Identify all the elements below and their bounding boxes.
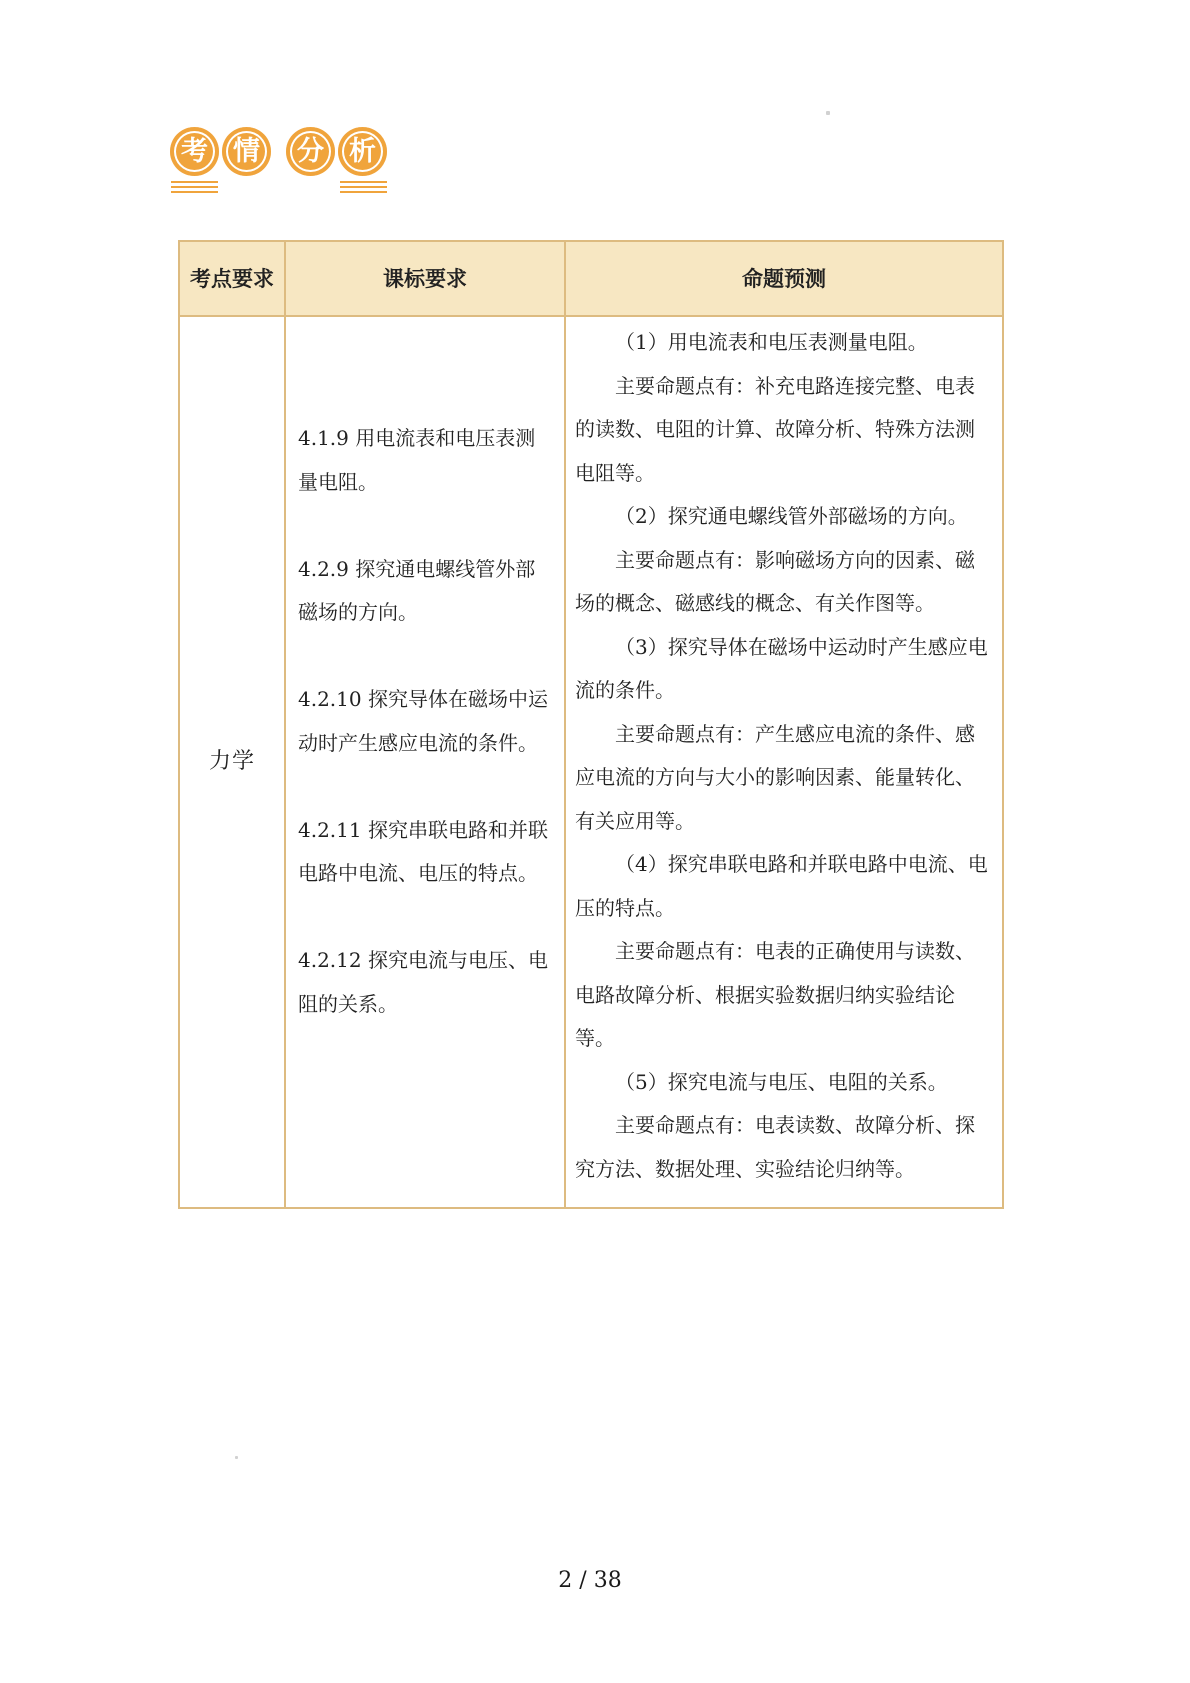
curriculum-item: 4.2.10 探究导体在磁场中运动时产生感应电流的条件。 [298, 687, 548, 755]
badge-char-circle: 考 [170, 127, 219, 176]
table-body-row [179, 316, 1003, 1208]
header-exam-point-requirement: 考点要求 [179, 241, 285, 316]
badge-char-circle: 分 [286, 127, 335, 176]
header-curriculum-requirement: 课标要求 [285, 241, 565, 316]
curriculum-item: 4.2.9 探究通电螺线管外部磁场的方向。 [298, 556, 536, 624]
prediction-paragraph: （1）用电流表和电压表测量电阻。 [615, 330, 928, 354]
prediction-paragraph: （5）探究电流与电压、电阻的关系。 [615, 1069, 948, 1094]
badge-char-circle: 析 [338, 127, 387, 176]
cell-curriculum-items [285, 316, 565, 1208]
badge-underline-right [340, 181, 387, 193]
header-question-prediction: 命题预测 [565, 241, 1003, 316]
curriculum-item: 4.2.11 探究串联电路和并联电路中电流、电压的特点。 [298, 817, 548, 885]
scan-speck [235, 1456, 238, 1459]
prediction-paragraph: （3）探究导体在磁场中运动时产生感应电流的条件。 [575, 634, 988, 702]
prediction-paragraph: 主要命题点有：影响磁场方向的因素、磁场的概念、磁感线的概念、有关作图等。 [575, 547, 975, 615]
curriculum-item: 4.1.9 用电流表和电压表测量电阻。 [298, 426, 536, 494]
curriculum-item: 4.2.12 探究电流与电压、电阻的关系。 [298, 948, 548, 1016]
badge-underline-left [171, 181, 218, 193]
prediction-paragraph: 主要命题点有：产生感应电流的条件、感应电流的方向与大小的影响因素、能量转化、有关应用等。 [575, 721, 975, 833]
scan-speck [826, 111, 830, 115]
prediction-paragraph: 主要命题点有：电表的正确使用与读数、电路故障分析、根据实验数据归纳实验结论等。 [575, 939, 975, 1050]
prediction-paragraph: 主要命题点有：电表读数、故障分析、探究方法、数据处理、实验结论归纳等。 [575, 1113, 975, 1181]
prediction-paragraph: （2）探究通电螺线管外部磁场的方向。 [615, 504, 968, 528]
section-badge [170, 127, 390, 176]
page-number: 2 / 38 [558, 1568, 622, 1593]
table-header-row [179, 241, 1003, 316]
prediction-paragraph: （4）探究串联电路和并联电路中电流、电压的特点。 [575, 852, 988, 920]
cell-category: 力学 [179, 316, 285, 1208]
prediction-paragraph: 主要命题点有：补充电路连接完整、电表的读数、电阻的计算、故障分析、特殊方法测电阻等。 [575, 373, 975, 485]
cell-prediction-paragraphs [565, 316, 1003, 1208]
exam-analysis-table [178, 240, 1004, 1209]
badge-char-circle: 情 [222, 127, 271, 176]
